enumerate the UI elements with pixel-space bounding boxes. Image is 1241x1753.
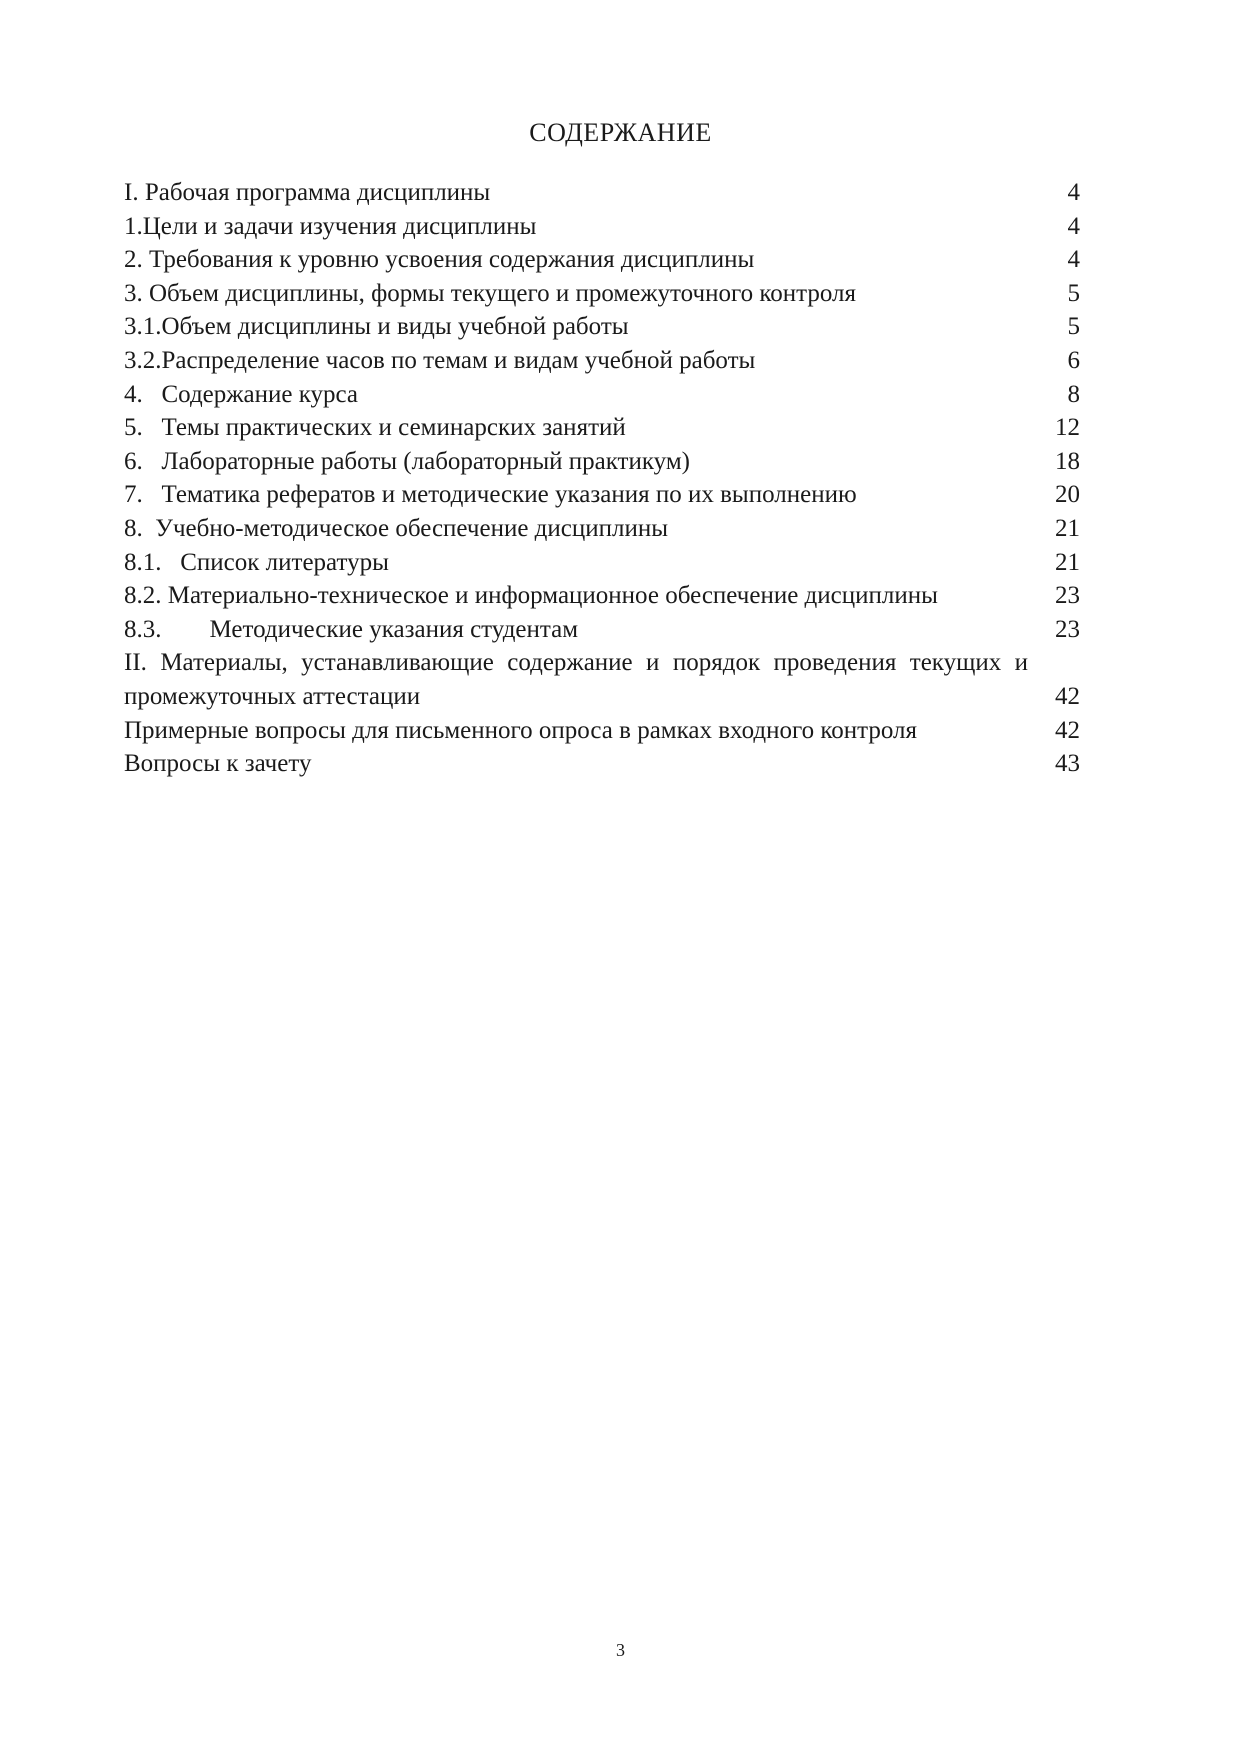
toc-entry-page: 23 [1055, 615, 1080, 643]
toc-entry-text [124, 714, 1028, 748]
toc-entry-text [124, 210, 1028, 244]
toc-entry-page: 18 [1055, 447, 1080, 475]
toc-entry-page: 6 [1067, 346, 1080, 374]
toc-entry-number: 4. [124, 380, 143, 408]
toc-entry-text [124, 478, 1028, 512]
toc-entry [124, 613, 1084, 647]
toc-entry-title: Лабораторные работы (лабораторный практикум) [161, 447, 690, 475]
toc-entry-number: 7. [124, 481, 143, 509]
toc-entry [124, 344, 1084, 378]
toc-entry [124, 646, 1084, 713]
toc-entry-page: 4 [1067, 179, 1080, 206]
toc-entry-title: Распределение часов по темам и видам учебной работы [161, 346, 756, 374]
toc-entry [124, 512, 1084, 546]
toc-entry-page: 21 [1055, 514, 1080, 542]
toc-entry [124, 546, 1084, 580]
toc-entry-text [124, 243, 1028, 277]
toc-entry [124, 378, 1084, 412]
toc-entry-number: 8.3. [124, 615, 162, 643]
toc-entry-title: Тематика рефератов и методические указания по их выполнению [161, 481, 857, 509]
toc-entry [124, 277, 1084, 311]
toc-entry-number: 8.2. [124, 582, 162, 610]
toc-entry [124, 445, 1084, 479]
toc-entry-text [124, 747, 1028, 781]
toc-entry-number: 2. [124, 246, 143, 274]
toc-entry-page: 4 [1067, 246, 1080, 274]
toc-entry-text [124, 613, 1028, 647]
toc-entry-title: Темы практических и семинарских занятий [161, 414, 626, 442]
toc-entry [124, 579, 1084, 613]
toc-entry-title: Цели и задачи изучения дисциплины [142, 212, 537, 240]
toc-entry-text [124, 546, 1028, 580]
toc-entry-number: 3.2. [124, 346, 162, 374]
toc-entry-page: 5 [1067, 279, 1080, 307]
toc-entry-number: I. [124, 179, 139, 206]
toc-entry-text [124, 512, 1028, 546]
toc-entry [124, 310, 1084, 344]
toc-entry [124, 747, 1084, 781]
toc-entry-text [124, 176, 1028, 210]
toc-entry-page: 20 [1055, 481, 1080, 509]
toc-entry-text [124, 579, 1028, 613]
page-number: 3 [616, 1640, 625, 1660]
toc-entry-page: 42 [1055, 716, 1080, 744]
toc-entry [124, 478, 1084, 512]
toc-entry-page: 21 [1055, 548, 1080, 576]
toc-entry-page: 42 [1055, 682, 1080, 710]
toc-entry-page: 4 [1067, 212, 1080, 240]
toc-entry-title: Требования к уровню усвоения содержания дисциплины [149, 246, 755, 274]
toc-entry [124, 411, 1084, 445]
toc-entry-number: 3. [124, 279, 143, 307]
toc-entry-text [124, 378, 1028, 412]
toc-entry-title: Материалы, устанавливающие содержание и порядок проведения текущих и промежуточных аттестации [124, 649, 1028, 710]
toc-entry-number: 1. [124, 212, 143, 240]
toc-entry-page: 8 [1067, 380, 1080, 408]
toc-entry-page: 23 [1055, 582, 1080, 610]
toc-entry [124, 714, 1084, 748]
toc-entry-title: Содержание курса [161, 380, 359, 408]
toc-entry-title: Вопросы к зачету [124, 750, 312, 778]
toc-entry [124, 176, 1084, 210]
toc-entry-number: II. [124, 649, 147, 677]
toc-entry-title: Рабочая программа дисциплины [144, 179, 491, 206]
toc-entry-title: Учебно-методическое обеспечение дисциплины [155, 514, 669, 542]
toc-entry-title: Объем дисциплины, формы текущего и промежуточного контроля [149, 279, 856, 307]
toc-entry-text [124, 646, 1028, 713]
toc-entry-title: Объем дисциплины и виды учебной работы [161, 313, 629, 341]
toc-entry-text [124, 277, 1028, 311]
toc-entry-title: Методические указания студентам [209, 615, 579, 643]
toc-title: СОДЕРЖАНИЕ [529, 118, 712, 147]
toc-entry [124, 210, 1084, 244]
table-of-contents [124, 176, 1084, 781]
toc-entry-page: 5 [1067, 313, 1080, 341]
toc-entry-number: 3.1. [124, 313, 162, 341]
toc-entry-page: 12 [1055, 414, 1080, 442]
toc-entry-text [124, 310, 1028, 344]
toc-entry-number: 8. [124, 514, 143, 542]
toc-entry [124, 243, 1084, 277]
toc-entry-page: 43 [1055, 750, 1080, 778]
toc-entry-number: 8.1. [124, 548, 162, 576]
toc-entry-title: Материально-техническое и информационное обеспечение дисциплины [167, 582, 938, 610]
toc-entry-text [124, 344, 1028, 378]
toc-entry-text [124, 411, 1028, 445]
toc-entry-text [124, 445, 1028, 479]
toc-entry-number: 5. [124, 414, 143, 442]
toc-entry-number: 6. [124, 447, 143, 475]
toc-entry-title: Список литературы [180, 548, 389, 576]
toc-entry-title: Примерные вопросы для письменного опроса в рамках входного контроля [124, 716, 917, 744]
